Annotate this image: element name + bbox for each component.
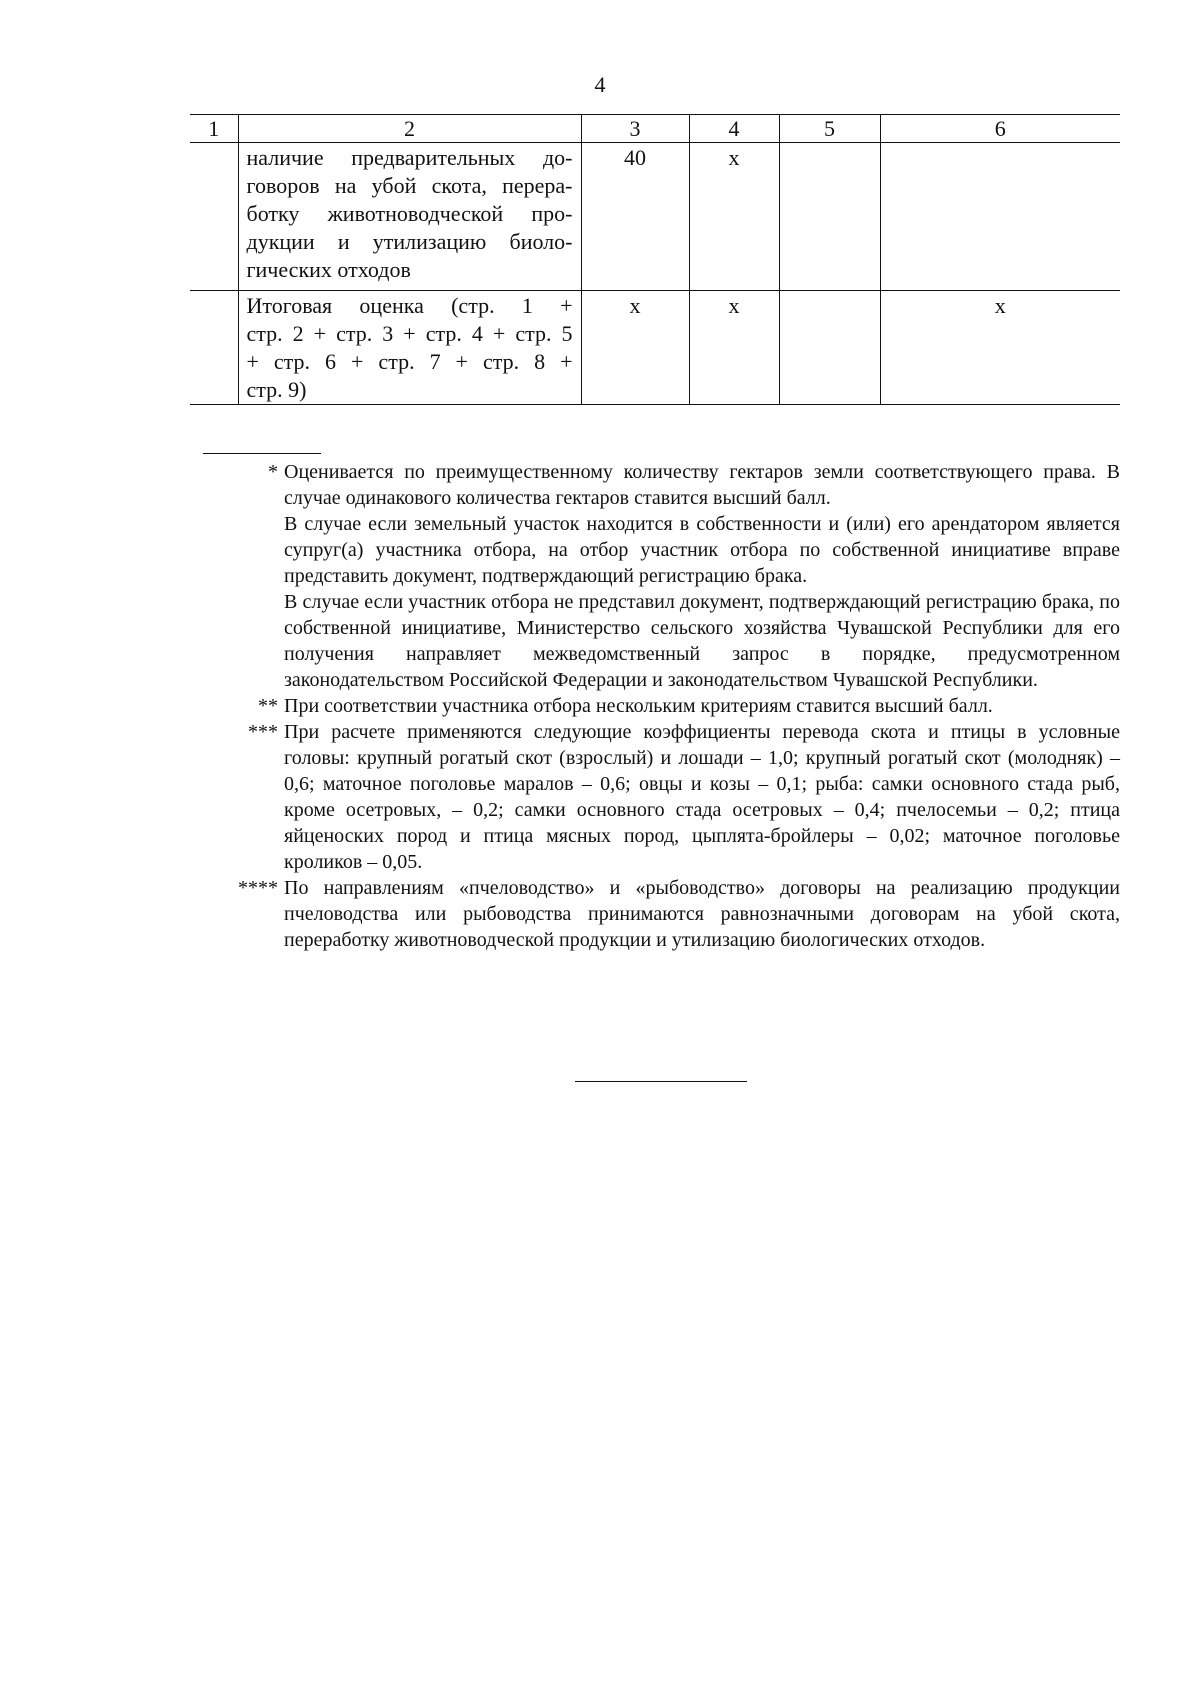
footnote-paragraph: При соответствии участника отбора нескольким критериям ставится высший балл.	[284, 695, 993, 717]
column-header: 4	[689, 115, 779, 143]
footnote-mark: *	[268, 461, 278, 483]
table-cell	[880, 143, 1120, 291]
column-header: 5	[779, 115, 880, 143]
footnote-paragraph: По направлениям «пчеловодство» и «рыбоводство» договоры на реализацию продукции пчеловодства или рыбоводства принимаются равнозначными договорам на убой скота, переработку животноводческой продукции и утилизацию биологических отходов.	[284, 877, 1120, 951]
table-cell	[779, 143, 880, 291]
footnote-paragraph: В случае если участник отбора не представил документ, подтверждающий регистрацию брака, по собственной инициативе, Министерство сельского хозяйства Чувашской Республики для его получения направляет межведомственный запрос в порядке, предусмотренном законодательством Российской Федерации и законодательством Чувашской Республики.	[284, 591, 1120, 691]
score-cell: 40	[581, 143, 689, 291]
end-separator	[575, 1081, 747, 1082]
footnote-separator	[203, 453, 321, 454]
criterion-cell	[238, 143, 581, 291]
column-header: 2	[238, 115, 581, 143]
column-header: 6	[880, 115, 1120, 143]
footnote	[214, 719, 1120, 875]
footnote	[214, 875, 1120, 953]
criterion-line: ботку животноводческой про-	[246, 201, 573, 226]
footnote-paragraph: В случае если земельный участок находится в собственности и (или) его арендатором является супруг(а) участника отбора, на отбор участник отбора по собственной инициативе вправе представить документ, подтверждающий регистрацию брака.	[284, 513, 1120, 587]
table-cell: х	[581, 291, 689, 405]
footnote	[214, 693, 1120, 719]
criterion-line: наличие предварительных до-	[246, 145, 573, 170]
footnotes	[214, 459, 1120, 953]
criterion-line: говоров на убой скота, перера-	[246, 173, 573, 198]
criterion-line: гических отходов	[246, 257, 411, 282]
table-cell	[190, 291, 238, 405]
footnote-paragraph: При расчете применяются следующие коэффициенты перевода скота и птицы в условные головы: крупный рогатый скот (взрослый) и лошади – 1,0; крупный рогатый скот (молодняк) – 0,6; маточное поголовье маралов – 0,6; овцы и козы – 0,1; рыба: самки основного стада рыб, кроме осетровых, – 0,2; самки основного стада осетровых – 0,4; пчелосемьи – 0,2; птица яйценоских пород и птица мясных пород, цыплята-бройлеры – 0,02; маточное поголовье кроликов – 0,05.	[284, 721, 1120, 873]
footnote	[214, 459, 1120, 693]
footnote-mark: **	[258, 695, 278, 717]
total-cell	[238, 291, 581, 405]
table-cell	[779, 291, 880, 405]
total-line: Итоговая оценка (стр. 1 +	[246, 293, 573, 318]
total-line: стр. 9)	[246, 377, 307, 402]
table-cell: х	[689, 143, 779, 291]
table-row	[190, 143, 1120, 291]
total-line: + стр. 6 + стр. 7 + стр. 8 +	[246, 349, 573, 374]
total-line: стр. 2 + стр. 3 + стр. 4 + стр. 5	[246, 321, 573, 346]
footnote-mark: ***	[248, 721, 278, 743]
criteria-table	[190, 114, 1120, 405]
table-header-row	[190, 115, 1120, 143]
criterion-line: дукции и утилизацию биоло-	[246, 229, 573, 254]
footnote-mark: ****	[238, 877, 278, 899]
table-cell	[190, 143, 238, 291]
page-number: 4	[594, 72, 606, 97]
table-cell: х	[880, 291, 1120, 405]
table-cell: х	[689, 291, 779, 405]
footnote-paragraph: Оценивается по преимущественному количеству гектаров земли соответствующего права. В случае одинакового количества гектаров ставится высший балл.	[284, 461, 1120, 509]
column-header: 1	[190, 115, 238, 143]
column-header: 3	[581, 115, 689, 143]
table-row	[190, 291, 1120, 405]
